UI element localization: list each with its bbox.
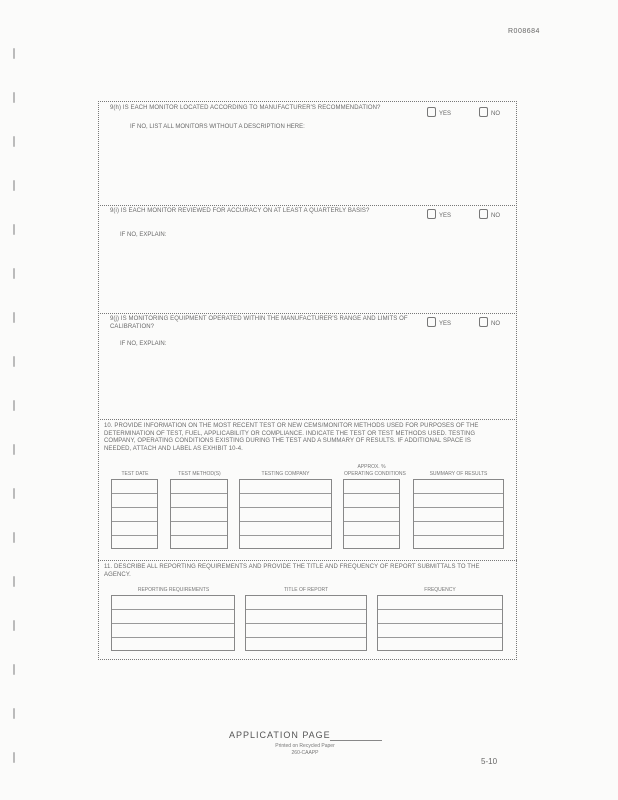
yes-checkbox[interactable] (427, 317, 436, 327)
yes-label: YES (439, 321, 452, 327)
table-row[interactable] (112, 508, 157, 522)
table-row[interactable] (240, 536, 331, 550)
reporting-requirements-instructions: 11. DESCRIBE ALL REPORTING REQUIREMENTS AND PROVIDE THE TITLE AND FREQUENCY OF REPORT SUBMITTALS TO THE AGENCY. (104, 564, 480, 578)
footer-underline (330, 740, 382, 741)
table-row[interactable] (171, 508, 227, 522)
binder-hole-mark (13, 312, 15, 323)
test-date-column[interactable] (111, 479, 158, 549)
yes-checkbox[interactable] (427, 209, 436, 219)
table-row[interactable] (240, 522, 331, 536)
testing-company-column[interactable] (239, 479, 332, 549)
table-row[interactable] (344, 536, 399, 550)
section-divider (98, 205, 517, 206)
table-row[interactable] (112, 480, 157, 494)
table-row[interactable] (112, 522, 157, 536)
operation-limits-no[interactable] (479, 317, 500, 327)
table-row[interactable] (246, 624, 366, 638)
table-row[interactable] (171, 522, 227, 536)
binder-hole-mark (13, 180, 15, 191)
binder-hole-mark (13, 576, 15, 587)
table-row[interactable] (240, 508, 331, 522)
monitor-location-no[interactable] (479, 107, 500, 117)
table-row[interactable] (378, 610, 502, 624)
accuracy-check-question: 9(i) IS EACH MONITOR REVIEWED FOR ACCURACY ON AT LEAST A QUARTERLY BASIS? (110, 208, 370, 214)
operation-limits-question: 9(j) IS MONITORING EQUIPMENT OPERATED WITHIN THE MANUFACTURER'S RANGE AND LIMITS OF CALIBRATION? (110, 316, 408, 330)
footer-form-code: 260-CAAPP (291, 750, 319, 756)
table-row[interactable] (246, 638, 366, 652)
table-row[interactable] (378, 624, 502, 638)
table-row[interactable] (344, 522, 399, 536)
binder-hole-mark (13, 356, 15, 367)
table-row[interactable] (240, 494, 331, 508)
no-label: NO (491, 213, 500, 219)
table-row[interactable] (246, 596, 366, 610)
yes-checkbox[interactable] (427, 107, 436, 117)
binder-hole-mark (13, 92, 15, 103)
column-header-approx-note: APPROX. % (357, 464, 386, 470)
yes-label: YES (439, 111, 452, 117)
table-row[interactable] (240, 480, 331, 494)
binder-hole-mark (13, 48, 15, 59)
no-label: NO (491, 321, 500, 327)
table-row[interactable] (246, 610, 366, 624)
column-header-frequency: FREQUENCY (424, 587, 456, 593)
document-id: R008684 (508, 28, 540, 35)
binder-hole-mark (13, 664, 15, 675)
no-checkbox[interactable] (479, 107, 488, 117)
section-divider (98, 313, 517, 314)
table-row[interactable] (344, 494, 399, 508)
table-row[interactable] (112, 596, 234, 610)
table-row[interactable] (378, 638, 502, 652)
monitor-location-yes[interactable] (427, 107, 451, 117)
frequency-column[interactable] (377, 595, 503, 651)
column-header-test-methods: TEST METHOD(S) (178, 471, 221, 477)
table-row[interactable] (414, 494, 503, 508)
binder-hole-mark (13, 620, 15, 631)
section-divider (98, 560, 517, 561)
page-number: 5-10 (481, 757, 498, 766)
summary-results-column[interactable] (413, 479, 504, 549)
table-row[interactable] (112, 536, 157, 550)
monitor-location-question: 9(h) IS EACH MONITOR LOCATED ACCORDING TO MANUFACTURER'S RECOMMENDATION? (110, 105, 381, 111)
accuracy-check-no[interactable] (479, 209, 500, 219)
report-title-column[interactable] (245, 595, 367, 651)
table-row[interactable] (171, 536, 227, 550)
column-header-report-title: TITLE OF REPORT (283, 587, 329, 593)
table-row[interactable] (414, 508, 503, 522)
binder-hole-mark (13, 488, 15, 499)
table-row[interactable] (171, 494, 227, 508)
accuracy-check-instruction: IF NO, EXPLAIN: (120, 232, 167, 238)
column-header-reporting-requirements: REPORTING REQUIREMENTS (137, 587, 210, 593)
binder-hole-mark (13, 400, 15, 411)
no-label: NO (491, 111, 500, 117)
table-row[interactable] (112, 610, 234, 624)
test-methods-column[interactable] (170, 479, 228, 549)
binder-hole-mark (13, 752, 15, 763)
table-row[interactable] (112, 494, 157, 508)
yes-label: YES (439, 213, 452, 219)
column-header-test-date: TEST DATE (121, 471, 149, 477)
footer-title: APPLICATION PAGE (229, 730, 331, 740)
table-row[interactable] (414, 480, 503, 494)
binder-hole-mark (13, 136, 15, 147)
table-row[interactable] (378, 596, 502, 610)
reporting-requirements-column[interactable] (111, 595, 235, 651)
no-checkbox[interactable] (479, 209, 488, 219)
binder-hole-mark (13, 224, 15, 235)
section-divider (98, 419, 517, 420)
table-row[interactable] (344, 508, 399, 522)
column-header-operating-conditions: OPERATING CONDITIONS (344, 471, 406, 477)
table-row[interactable] (344, 480, 399, 494)
table-row[interactable] (112, 638, 234, 652)
monitor-location-instruction: IF NO, LIST ALL MONITORS WITHOUT A DESCRIPTION HERE: (130, 124, 305, 130)
binder-hole-mark (13, 444, 15, 455)
binder-hole-mark (13, 708, 15, 719)
binder-hole-mark (13, 268, 15, 279)
column-header-summary-results: SUMMARY OF RESULTS (429, 471, 488, 477)
table-row[interactable] (171, 480, 227, 494)
no-checkbox[interactable] (479, 317, 488, 327)
footer-recycled-note: Printed on Recycled Paper (275, 743, 335, 749)
table-row[interactable] (414, 536, 503, 550)
table-row[interactable] (112, 624, 234, 638)
column-header-testing-company: TESTING COMPANY (261, 471, 310, 477)
binder-hole-mark (13, 532, 15, 543)
accuracy-check-yes[interactable] (427, 209, 451, 219)
monitoring-info-instructions: 10. PROVIDE INFORMATION ON THE MOST RECENT TEST OR NEW CEMS/MONITOR METHODS USED FOR PURPOSES OF THE DETERMINATION OF TEST, FUEL, APPLICABILITY OR COMPLIANCE. INDICATE THE TEST OR TEST METHODS USED. TESTING COMPANY, OPERATING CONDITIONS EXISTING DURING THE TEST AND A SUMMARY OF RESULTS. IF ADDITIONAL SPACE IS NEEDED, ATTACH AND LABEL AS EXHIBIT 10-4. (104, 423, 479, 452)
operating-conditions-column[interactable] (343, 479, 400, 549)
table-row[interactable] (414, 522, 503, 536)
operation-limits-instruction: IF NO, EXPLAIN: (120, 341, 167, 347)
operation-limits-yes[interactable] (427, 317, 451, 327)
